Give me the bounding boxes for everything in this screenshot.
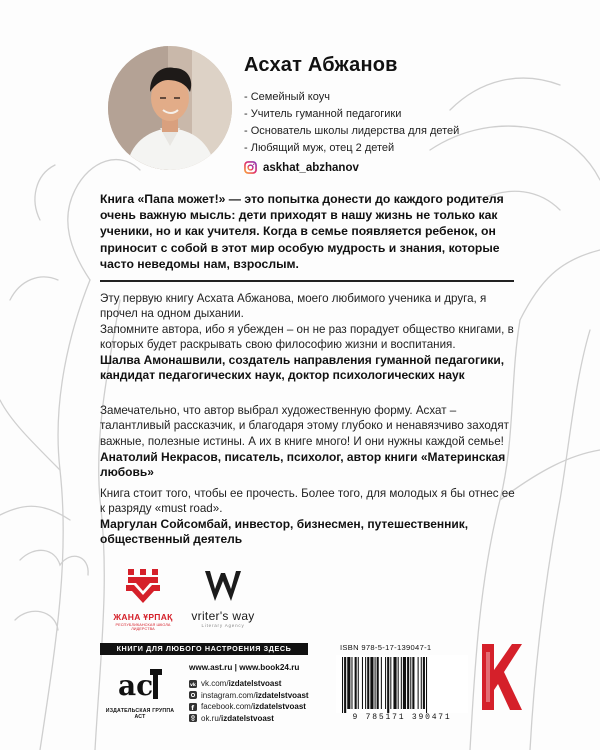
barcode-number: 9 785171 390471 — [352, 713, 452, 722]
ast-logo-icon — [116, 665, 164, 701]
barcode-bar — [407, 657, 409, 709]
author-instagram — [244, 161, 359, 174]
author-name: Асхат Абжанов — [244, 54, 398, 76]
social-prefix: vk.com/ — [201, 679, 229, 688]
publisher-k-logo-icon — [476, 640, 522, 714]
social-prefix: facebook.com/ — [201, 702, 254, 711]
barcode-bar — [412, 657, 414, 709]
publisher-tagline: КНИГИ ДЛЯ ЛЮБОГО НАСТРОЕНИЯ ЗДЕСЬ — [100, 643, 308, 655]
writers-way-logo — [182, 569, 264, 628]
barcode-bar — [387, 657, 389, 713]
review-text: Запомните автора, ибо я убежден – он не раз порадует общество книгами, в которых будет раскрывать свою философию жизни и воспитания. — [100, 323, 514, 352]
barcode-bar — [344, 657, 346, 713]
barcode-bar — [375, 657, 376, 709]
author-role: - Основатель школы лидерства для детей — [244, 125, 460, 137]
barcode-bar — [423, 657, 425, 709]
author-roles-list — [244, 89, 459, 157]
review-text: Замечательно, что автор выбрал художественную форму. Асхат – талантливый рассказчик, и благодаря этому глубоко и ненавязчиво заходят важные, полезные истины. А их в книге много! И они нужны каждой семье! — [100, 404, 509, 448]
barcode-bar — [418, 657, 419, 709]
review-text: Эту первую книгу Асхата Абжанова, моего любимого ученика и друга, я прочел на одном дыхании. — [100, 292, 487, 321]
barcode-bar — [377, 657, 379, 709]
social-prefix: ok.ru/ — [201, 713, 222, 723]
barcode-bar — [362, 657, 363, 709]
barcode-bar — [358, 657, 359, 709]
barcode-bar — [351, 657, 352, 709]
barcode-bar — [367, 657, 369, 709]
author-role: - Любящий муж, отец 2 детей — [244, 142, 395, 154]
social-handle: izdatelstvoast — [221, 713, 274, 723]
review-text: Книга стоит того, чтобы ее прочесть. Более того, для молодых я бы отнес ее к разряду «must road». — [100, 487, 515, 516]
barcode-bar — [421, 657, 422, 709]
writers-way-title: vriter's way — [191, 609, 255, 623]
barcode-bar — [347, 657, 350, 709]
instagram-icon — [189, 691, 197, 699]
review-author: Шалва Амонашвили, создатель направления гуманной педагогики, кандидат педагогических наук, доктор психологических наук — [100, 353, 505, 383]
social-handle: izdatelstvoast — [253, 702, 306, 711]
barcode-bar — [370, 657, 373, 709]
barcode-bar — [381, 657, 382, 709]
social-link-facebook[interactable] — [189, 701, 309, 713]
barcode-bar — [390, 657, 391, 709]
barcode-bar — [355, 657, 357, 709]
barcode-bar — [410, 657, 411, 709]
social-link-ok[interactable] — [189, 713, 309, 725]
social-handle: izdatelstvoast — [255, 690, 309, 700]
jana-urpak-title: ЖАНА ҰРПАҚ — [113, 612, 173, 622]
svg-text:f: f — [191, 703, 195, 711]
writers-way-w-icon — [203, 569, 243, 603]
vk-icon — [189, 680, 197, 688]
social-prefix: instagram.com/ — [201, 690, 256, 700]
ast-publisher-logo — [100, 665, 180, 720]
review-author: Маргулан Сойсомбай, инвестор, бизнесмен, путешественник, общественный деятель — [100, 517, 469, 547]
book-intro-text: Книга «Папа может!» — это попытка донести до каждого родителя очень важную мысль: дети приходят в нашу жизнь не только как ученики, но и как учителя. Когда в семье появляется ребенок, он приносит с собой в этот мир особую мудрость и знания, которые часто неведомы нам, взрослым. — [100, 192, 504, 271]
barcode-bar — [398, 657, 399, 709]
jana-urpak-logo — [112, 567, 174, 631]
section-divider — [100, 280, 514, 282]
publisher-socials-list — [189, 678, 309, 724]
barcode-bar — [393, 657, 396, 709]
barcode-bar — [426, 657, 427, 713]
author-role: - Семейный коуч — [244, 91, 330, 103]
social-link-vk[interactable] — [189, 678, 309, 690]
social-link-instagram[interactable] — [189, 690, 309, 702]
writers-way-subtitle: Literary Agency — [201, 623, 245, 628]
jana-urpak-emblem-icon — [124, 567, 162, 605]
barcode-bar — [401, 657, 402, 709]
social-handle: izdatelstvoast — [228, 679, 282, 688]
ok-icon — [189, 714, 197, 722]
svg-text:ac: ac — [118, 669, 154, 701]
review-author: Анатолий Некрасов, писатель, психолог, автор книги «Материнская любовь» — [100, 450, 506, 480]
barcode-bar — [403, 657, 406, 709]
barcode-bar — [385, 657, 386, 709]
publisher-websites[interactable]: www.ast.ru | www.book24.ru — [189, 663, 300, 672]
isbn-barcode — [336, 655, 468, 713]
author-role: - Учитель гуманной педагогики — [244, 108, 402, 120]
instagram-handle: askhat_abzhanov — [263, 161, 359, 174]
barcode-bar — [365, 657, 366, 709]
isbn-label: ISBN 978-5-17-139047-1 — [340, 643, 432, 652]
barcode-bar — [342, 657, 343, 713]
author-photo — [108, 46, 232, 170]
jana-urpak-subtitle: РЕСПУБЛИКАНСКАЯ ШКОЛА ЛИДЕРСТВА — [115, 623, 171, 631]
instagram-icon — [244, 161, 257, 174]
ast-group-label: ИЗДАТЕЛЬСКАЯ ГРУППА АСТ — [105, 708, 175, 720]
svg-text:vk: vk — [190, 682, 196, 688]
facebook-icon — [189, 703, 197, 711]
